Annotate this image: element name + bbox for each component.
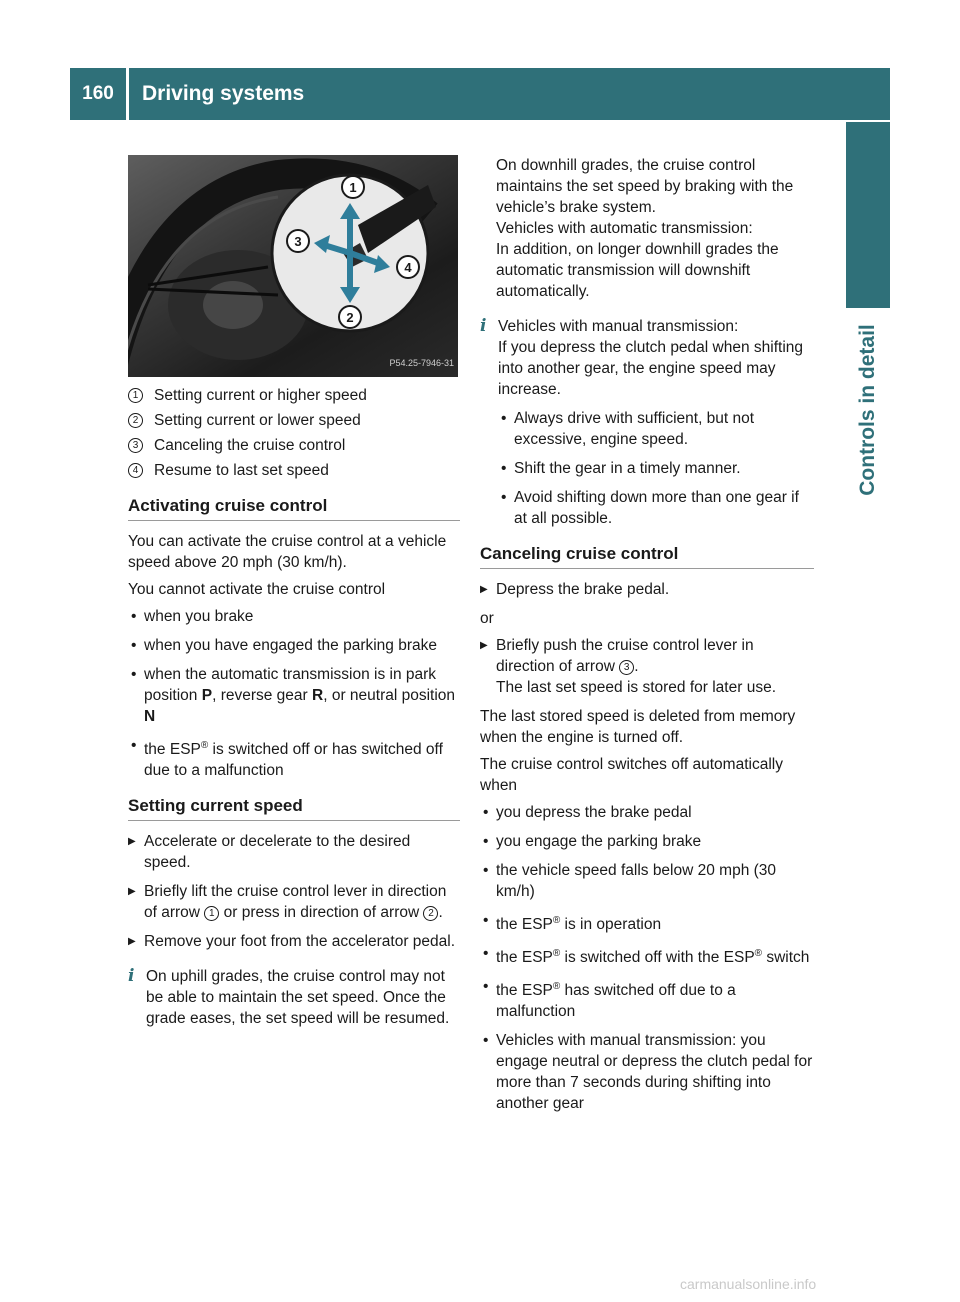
paragraph: Vehicles with automatic transmission: bbox=[496, 220, 753, 237]
paragraph: In addition, on longer downhill grades the automatic transmission will downshift automatically. bbox=[496, 241, 779, 300]
bullet-item: • when you brake bbox=[128, 606, 460, 627]
legend-text: Setting current or higher speed bbox=[154, 387, 367, 404]
lever-illustration bbox=[128, 155, 458, 377]
bullet-item: • you engage the parking brake bbox=[480, 831, 814, 852]
legend-number: 4 bbox=[128, 463, 143, 478]
cruise-control-lever-photo bbox=[128, 155, 458, 377]
legend-number: 2 bbox=[128, 413, 143, 428]
legend-item bbox=[128, 385, 460, 406]
paragraph: You cannot activate the cruise control bbox=[128, 581, 386, 598]
callout-2: 2 bbox=[346, 310, 354, 325]
left-column bbox=[128, 155, 460, 1037]
step-item: ▶ Briefly lift the cruise control lever in direction of arrow 1 or press in direction of arrow 2 . bbox=[128, 881, 460, 923]
figure-code: P54.25-7946-31 bbox=[389, 358, 454, 368]
downhill-block bbox=[480, 155, 814, 302]
bullet-item: • you depress the brake pedal bbox=[480, 802, 814, 823]
page-number: 160 bbox=[82, 83, 114, 104]
right-column bbox=[480, 155, 814, 1122]
legend-text: Setting current or lower speed bbox=[154, 412, 361, 429]
bullet-item: • Avoid shifting down more than one gear if at all possible. bbox=[498, 487, 814, 529]
bullet-item: • Vehicles with manual transmission: you engage neutral or depress the clutch pedal for more than 7 seconds during shifting into another gear bbox=[480, 1030, 814, 1114]
watermark: carmanualsonline.info bbox=[680, 1276, 817, 1292]
legend-item bbox=[128, 410, 460, 431]
info-icon: i bbox=[128, 966, 135, 987]
heading-setting: Setting current speed bbox=[128, 795, 460, 821]
info-note-manual: i Vehicles with manual transmission: If you depress the clutch pedal when shifting into another gear, the engine speed may increase. • Always drive with sufficient, but not excessive, engine speed. • Shift the gear in a timely manner. • Avoid shifting down more than one gear if at all possible. bbox=[480, 316, 814, 529]
bullet-item: • the ESP® has switched off due to a malfunction bbox=[480, 976, 814, 1022]
paragraph: The cruise control switches off automatically when bbox=[480, 756, 783, 794]
legend-text: Resume to last set speed bbox=[154, 462, 329, 479]
bullet-item: • the vehicle speed falls below 20 mph (30 km/h) bbox=[480, 860, 814, 902]
step-item: ▶ Remove your foot from the accelerator pedal. bbox=[128, 931, 460, 952]
heading-activating: Activating cruise control bbox=[128, 495, 460, 521]
info-note: i On uphill grades, the cruise control may not be able to maintain the set speed. Once the grade eases, the set speed will be resumed. bbox=[128, 966, 450, 1028]
page-header bbox=[70, 68, 890, 120]
info-icon: i bbox=[480, 316, 487, 336]
heading-canceling: Canceling cruise control bbox=[480, 543, 814, 569]
paragraph: The last stored speed is deleted from memory when the engine is turned off. bbox=[480, 708, 796, 746]
bullet-item: • the ESP® is switched off or has switched off due to a malfunction bbox=[128, 735, 460, 781]
legend-number: 1 bbox=[128, 388, 143, 403]
legend-number: 3 bbox=[128, 438, 143, 453]
legend-text: Canceling the cruise control bbox=[154, 437, 346, 454]
side-tab bbox=[846, 122, 890, 308]
header-divider bbox=[126, 68, 129, 120]
side-tab-label: Controls in detail bbox=[856, 324, 879, 496]
callout-1: 1 bbox=[349, 180, 357, 195]
legend-item bbox=[128, 460, 460, 481]
or-text: or bbox=[480, 610, 494, 627]
paragraph: On downhill grades, the cruise control maintains the set speed by braking with the vehicle’s brake system. bbox=[496, 157, 794, 216]
bullet-item: • the ESP® is in operation bbox=[480, 910, 814, 935]
bullet-item: • the ESP® is switched off with the ESP® switch bbox=[480, 943, 814, 968]
callout-3: 3 bbox=[294, 234, 302, 249]
callout-4: 4 bbox=[404, 260, 412, 275]
bullet-item: • Always drive with sufficient, but not excessive, engine speed. bbox=[498, 408, 814, 450]
step-item: ▶ Depress the brake pedal. bbox=[480, 579, 814, 600]
paragraph: You can activate the cruise control at a vehicle speed above 20 mph (30 km/h). bbox=[128, 533, 447, 571]
legend-item bbox=[128, 435, 460, 456]
section-title: Driving systems bbox=[142, 82, 305, 105]
bullet-item: • when the automatic transmission is in park position P, reverse gear R, or neutral position N bbox=[128, 664, 460, 727]
bullet-item: • Shift the gear in a timely manner. bbox=[498, 458, 814, 479]
step-item: ▶ Accelerate or decelerate to the desired speed. bbox=[128, 831, 460, 873]
step-item: ▶ Briefly push the cruise control lever in direction of arrow 3 . The last set speed is stored for later use. bbox=[480, 635, 814, 698]
bullet-item: • when you have engaged the parking brake bbox=[128, 635, 460, 656]
